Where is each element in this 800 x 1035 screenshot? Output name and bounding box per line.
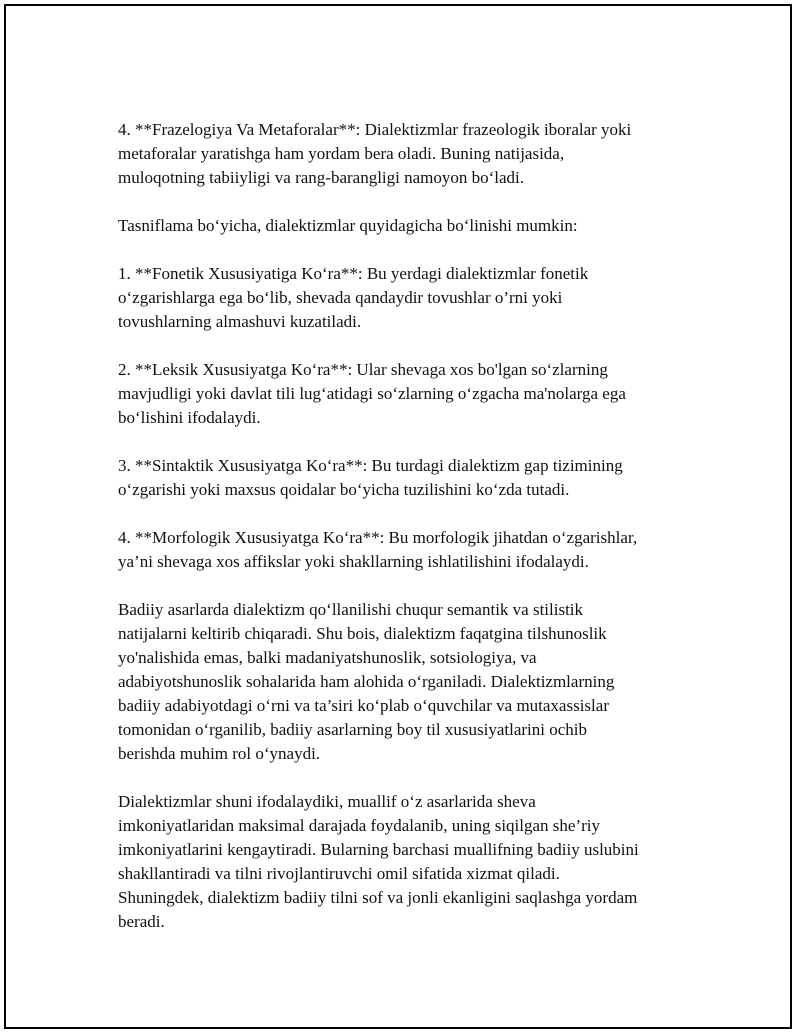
text-line: ya’ni shevaga xos affikslar yoki shakllarning ishlatilishini ifodalaydi. [118, 552, 589, 571]
text-line: badiiy adabiyotdagi o‘rni va ta’siri ko‘plab o‘quvchilar va mutaxassislar [118, 696, 609, 715]
text-line: natijalarni keltirib chiqaradi. Shu bois, dialektizm faqatgina tilshunoslik [118, 624, 607, 643]
paragraph-sintaktik [118, 454, 708, 502]
paragraph-leksik [118, 358, 708, 430]
text-line: imkoniyatlaridan maksimal darajada foydalanib, uning siqilgan she’riy [118, 816, 601, 835]
text-line: shakllantiradi va tilni rivojlantiruvchi omil sifatida xizmat qiladi. [118, 864, 560, 883]
text-line: imkoniyatlarini kengaytiradi. Bularning barchasi muallifning badiiy uslubini [118, 840, 639, 859]
text-line: tomonidan o‘rganilib, badiiy asarlarning boy til xususiyatlarini ochib [118, 720, 587, 739]
text-line: adabiyotshunoslik sohalarida ham alohida o‘rganiladi. Dialektizmlarning [118, 672, 615, 691]
paragraph-badiiy-asarlar [118, 598, 708, 766]
text-line: Shuningdek, dialektizm badiiy tilni sof va jonli ekanligini saqlashga yordam [118, 888, 638, 907]
text-line: Tasniflama bo‘yicha, dialektizmlar quyidagicha bo‘linishi mumkin: [118, 216, 578, 235]
paragraph-frazelogiya [118, 118, 708, 190]
text-line: beradi. [118, 912, 165, 931]
text-line: yo'nalishida emas, balki madaniyatshunoslik, sotsiologiya, va [118, 648, 537, 667]
text-line: bo‘lishini ifodalaydi. [118, 408, 261, 427]
text-line: 2. **Leksik Xususiyatga Ko‘ra**: Ular shevaga xos bo'lgan so‘zlarning [118, 360, 608, 379]
text-line: 3. **Sintaktik Xususiyatga Ko‘ra**: Bu turdagi dialektizm gap tizimining [118, 456, 623, 475]
text-line: Dialektizmlar shuni ifodalaydiki, muallif o‘z asarlarida sheva [118, 792, 536, 811]
text-line: 4. **Morfologik Xususiyatga Ko‘ra**: Bu morfologik jihatdan o‘zgarishlar, [118, 528, 638, 547]
document-body [118, 118, 708, 958]
text-line: o‘zgarishi yoki maxsus qoidalar bo‘yicha tuzilishini ko‘zda tutadi. [118, 480, 570, 499]
text-line: berishda muhim rol o‘ynaydi. [118, 744, 321, 763]
text-line: tovushlarning almashuvi kuzatiladi. [118, 312, 362, 331]
paragraph-fonetik [118, 262, 708, 334]
paragraph-tasniflama [118, 214, 708, 238]
text-line: mavjudligi yoki davlat tili lug‘atidagi so‘zlarning o‘zgacha ma'nolarga ega [118, 384, 626, 403]
text-line: Badiiy asarlarda dialektizm qo‘llanilishi chuqur semantik va stilistik [118, 600, 584, 619]
text-line: 4. **Frazelogiya Va Metaforalar**: Dialektizmlar frazeologik iboralar yoki [118, 120, 632, 139]
text-line: o‘zgarishlarga ega bo‘lib, shevada qandaydir tovushlar o’rni yoki [118, 288, 563, 307]
text-line: muloqotning tabiiyligi va rang-barangligi namoyon bo‘ladi. [118, 168, 525, 187]
text-line: 1. **Fonetik Xususiyatiga Ko‘ra**: Bu yerdagi dialektizmlar fonetik [118, 264, 589, 283]
paragraph-dialektizmlar-xulosa [118, 790, 708, 934]
text-line: metaforalar yaratishga ham yordam bera oladi. Buning natijasida, [118, 144, 565, 163]
paragraph-morfologik [118, 526, 708, 574]
